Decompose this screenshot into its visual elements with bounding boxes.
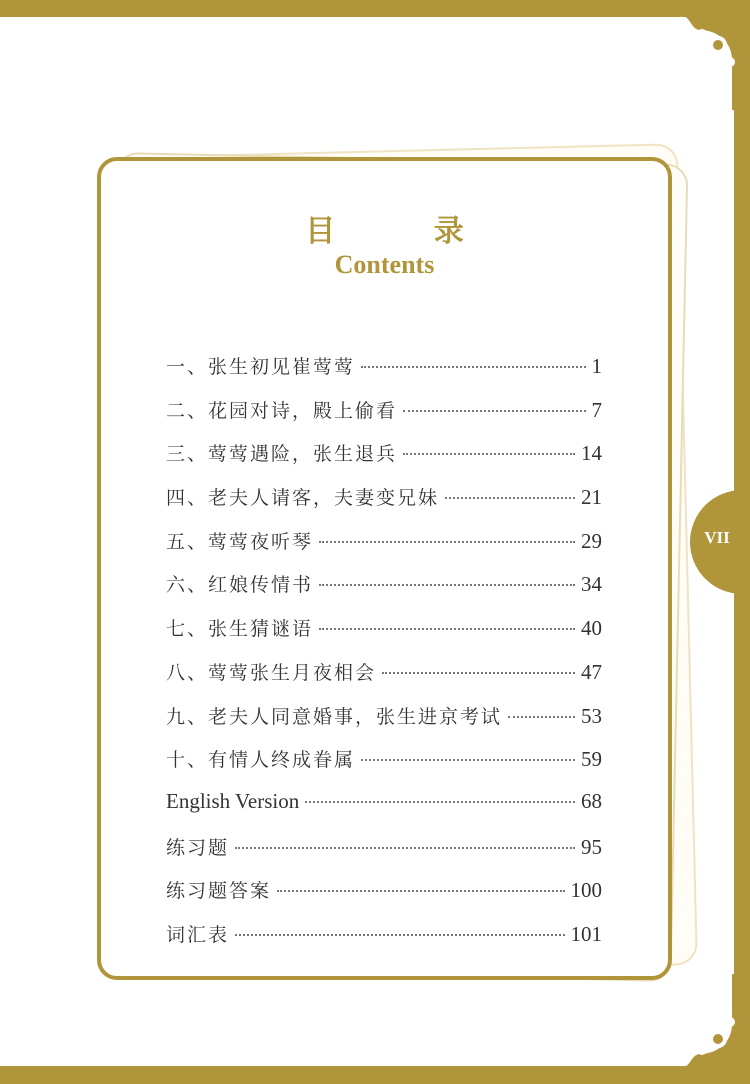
toc-entry[interactable] [166,483,602,527]
toc-entry[interactable] [166,658,602,702]
toc-entry-title: 三、莺莺遇险，张生退兵 [166,443,398,466]
toc-entry-title: 十、有情人终成眷属 [166,749,356,772]
scroll-corner-ornament-icon [640,0,750,110]
dot-leader [235,934,564,936]
toc-entry-page: 7 [591,397,602,422]
toc-entry-title: 练习题答案 [166,880,272,903]
toc-entry-page: 47 [581,659,602,684]
toc-entry-page: 95 [581,834,602,859]
toc-entry-title: 五、莺莺夜听琴 [166,530,314,553]
table-of-contents [166,352,602,964]
toc-entry-page: 21 [581,485,602,510]
dot-leader [508,716,575,718]
toc-entry[interactable] [166,789,602,833]
toc-entry[interactable] [166,614,602,658]
toc-entry-page: 40 [581,616,602,641]
dot-leader [319,541,575,543]
contents-title-english: Contents [334,250,435,279]
dot-leader [235,847,575,849]
top-border [0,0,750,17]
toc-entry[interactable] [166,396,602,440]
toc-entry[interactable] [166,352,602,396]
bottom-border [0,1066,750,1084]
scroll-corner-ornament-icon [640,974,750,1084]
toc-entry-page: 100 [570,878,602,903]
dot-leader [319,584,575,586]
toc-entry-title: 九、老夫人同意婚事，张生进京考试 [166,705,503,728]
toc-entry-page: 53 [581,703,602,728]
toc-entry[interactable] [166,920,602,964]
toc-entry-page: 34 [581,572,602,597]
page-number: VII [704,528,730,547]
toc-entry-title: 四、老夫人请客，夫妻变兄妹 [166,487,440,510]
toc-entry-title: 练习题 [166,836,230,859]
dot-leader [382,672,575,674]
toc-entry[interactable] [166,527,602,571]
dot-leader [403,453,575,455]
dot-leader [361,759,575,761]
toc-entry-page: 1 [591,354,602,378]
toc-entry-title: English Version [166,788,300,813]
contents-title-chinese: 目 录 [305,214,508,249]
dot-leader [305,801,575,803]
toc-entry-title: 二、花园对诗，殿上偷看 [166,399,398,422]
toc-entry-page: 68 [581,788,602,813]
toc-entry-page: 59 [581,747,602,772]
toc-entry-title: 六、红娘传情书 [166,574,314,597]
dot-leader [361,366,585,368]
toc-entry-title: 一、张生初见崔莺莺 [166,356,356,378]
toc-entry[interactable] [166,745,602,789]
toc-entry-page: 101 [570,921,602,946]
toc-entry[interactable] [166,702,602,746]
toc-entry-title: 七、张生猜谜语 [166,618,314,641]
dot-leader [445,497,575,499]
toc-entry-title: 词汇表 [166,923,230,946]
toc-entry-page: 29 [581,528,602,553]
dot-leader [403,410,585,412]
toc-entry-page: 14 [581,441,602,466]
toc-entry[interactable] [166,833,602,877]
toc-entry[interactable] [166,876,602,920]
dot-leader [277,890,564,892]
dot-leader [319,628,575,630]
toc-entry[interactable] [166,439,602,483]
toc-entry-title: 八、莺莺张生月夜相会 [166,661,377,684]
toc-entry[interactable] [166,570,602,614]
